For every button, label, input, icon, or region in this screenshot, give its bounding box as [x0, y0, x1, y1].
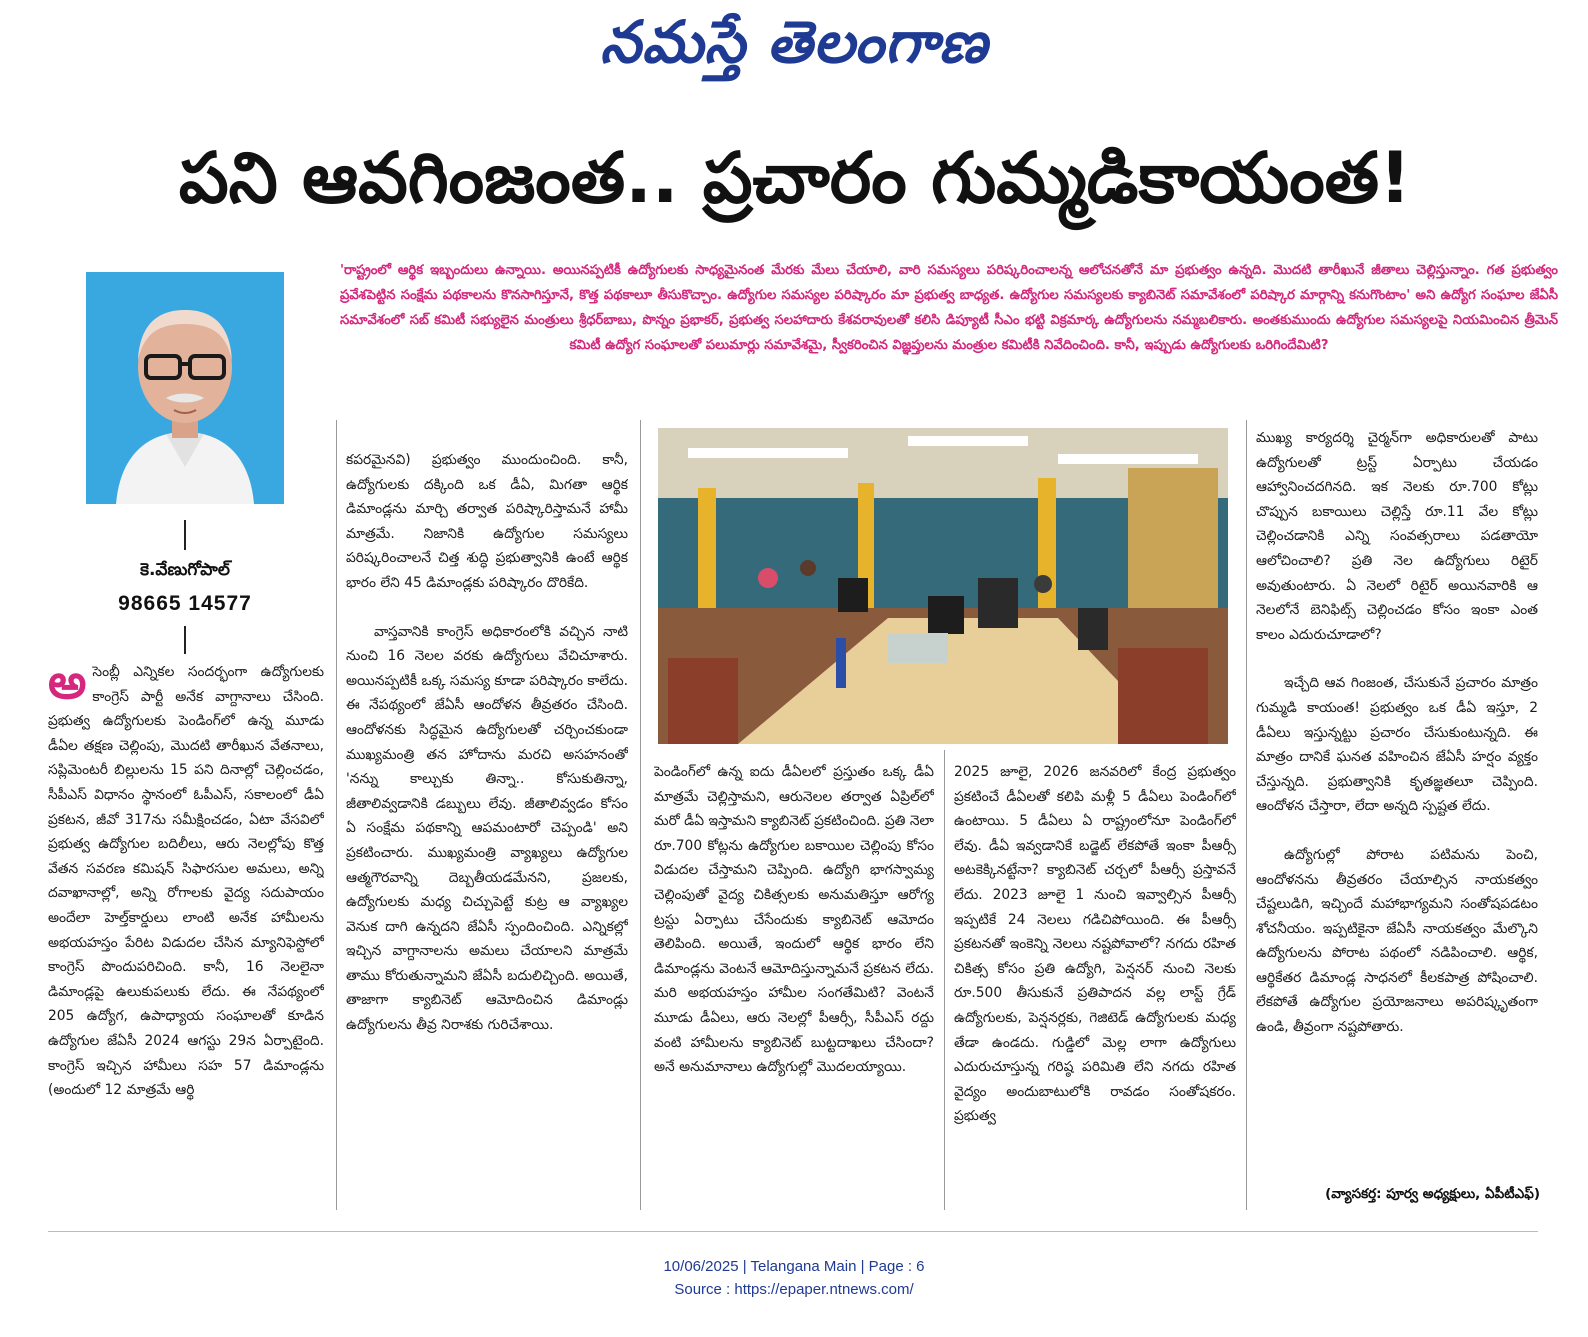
- author-designation: (వ్యాసకర్త: పూర్వ అధ్యక్షులు, ఏపీటీఎఫ్): [1325, 1186, 1540, 1202]
- masthead-title: నమస్తే తెలంగాణ: [600, 8, 988, 76]
- author-rule-bottom: [184, 626, 186, 654]
- masthead-logo: [0, 4, 1588, 80]
- footer-divider: [48, 1231, 1538, 1232]
- column-5-paragraph-2: ఇచ్చేది ఆవ గింజంత, చేసుకునే ప్రచారం మాత్రం గుమ్మడి కాయంత! ప్రభుత్వం ఒక డీఏ ఇస్తూ, 2 డీఏలు ఇస్తున్నట్టు ప్రచారం చేసుకుంటున్నది. ఈ మాత్రం దానికే ఘనత వహించిన జేఏసీ హర్షం వ్యక్తం చేస్తున్నది. ప్రభుత్వానికి కృతజ్ఞతలూ చెప్పింది. ఆందోళన చేస్తారా, లేదా అన్నది స్పష్టత లేదు.: [1256, 675, 1538, 815]
- office-photo: [658, 428, 1228, 744]
- footer-source: Source : https://epaper.ntnews.com/: [674, 1281, 914, 1298]
- author-portrait-image: [86, 272, 284, 504]
- column-2-paragraph-2: వాస్తవానికి కాంగ్రెస్ అధికారంలోకి వచ్చిన నాటి నుంచి 16 నెలల వరకు ఉద్యోగులు వేచిచూశారు. అయినప్పటికీ ఒక్క సమస్య కూడా పరిష్కారం కాలేదు. ఈ నేపథ్యంలో జేఏసీ ఆందోళన తీవ్రతరం చేసింది. ఆందోళనకు సిద్ధమైన ఉద్యోగులతో చర్చించకుండా ముఖ్యమంత్రి తన హోదాను మరచి అసహనంతో 'నన్ను కాల్చుకు తిన్నా.. కోసుకుతిన్నా, జీతాలివ్వడానికి డబ్బులు లేవు. జీతాలివ్వడం కోసం ఏ సంక్షేమ పథకాన్ని ఆపమంటారో చెప్పండి' అని ప్రకటించారు. ముఖ్యమంత్రి వ్యాఖ్యలు ఉద్యోగుల ఆత్మగౌరవాన్ని దెబ్బతీయడమేనని, ప్రజలకు, ఉద్యోగులకు మధ్య చిచ్చుపెట్టే కుట్ర ఆ వ్యాఖ్యల వెనుక దాగి ఉన్నదని జేఏసీ స్పందించింది. ఎన్నికల్లో ఇచ్చిన వాగ్దానాలను అమలు చేయాలని మాత్రమే తాము కోరుతున్నామని జేఏసీ బదులిచ్చింది. అయితే, తాజాగా క్యాబినెట్ ఆమోదించిన డిమాండ్లు ఉద్యోగులను తీవ్ర నిరాశకు గురిచేశాయి.: [346, 623, 628, 1034]
- column-1-paragraph: [48, 660, 324, 1103]
- column-3-paragraph: పెండింగ్‌లో ఉన్న ఐదు డీఏలలో ప్రస్తుతం ఒక్క డీఏ మాత్రమే చెల్లిస్తామని, ఆరునెలల తర్వాత ఏప్రిల్‌లో మరో డీఏ ఇస్తామని క్యాబినెట్ ప్రకటించింది. ప్రతి నెలా రూ.700 కోట్లను ఉద్యోగుల బకాయిల చెల్లింపు కోసం విడుదల చేస్తామని చెప్పింది. ఉద్యోగి భాగస్వామ్య చెల్లింపుతో వైద్య చికిత్సలకు అనుమతిస్తూ ఆరోగ్య ట్రస్టు ఏర్పాటు చేసేందుకు క్యాబినెట్ ఆమోదం తెలిపింది. అయితే, ఇందులో ఆర్థిక భారం లేని డిమాండ్లను వెంటనే ఆమోదిస్తున్నామనే ప్రకటన లేదు. మరి అభయహస్తం హామీల సంగతేమిటి? వెంటనే మూడు డీఏలు, ఆరు నెలల్లో పీఆర్సీ, సీపీఎస్ రద్దు వంటి హామీలను క్యాబినెట్ బుట్టదాఖలు చేసిందా? అనే అనుమానాలు ఉద్యోగుల్లో మొదలయ్యాయి.: [654, 764, 934, 1076]
- headline-text: పని ఆవగింజంత.. ప్రచారం గుమ్మడికాయంత!: [178, 137, 1412, 219]
- column-2: [346, 448, 628, 1214]
- column-4: [954, 760, 1236, 1214]
- column-1-text: సెంబ్లీ ఎన్నికల సందర్భంగా ఉద్యోగులకు కాంగ్రెస్ పార్టీ అనేక వాగ్దానాలు చేసింది. ప్రభుత్వ ఉద్యోగులకు పెండింగ్‌లో ఉన్న మూడు డీఏల తక్షణ చెల్లింపు, మొదటి తారీఖున వేతనాలు, సప్లిమెంటరీ బిల్లులను 15 పని దినాల్లో చెల్లించడం, సీపీఎస్ విధానం స్థానంలో ఓపీఎస్, సకాలంలో డీఏ ప్రకటన, జీవో 317ను సమీక్షించడం, ఏటా వేసవిలో ప్రభుత్వ ఉద్యోగుల బదిలీలు, ఆరు నెలల్లోపు కొత్త వేతన సవరణ కమిషన్ సిఫారసుల అమలు, అన్ని దవాఖానాల్లో, అన్ని రోగాలకు వైద్య సదుపాయం అందేలా హెల్త్‌కార్డులు లాంటి అనేక హామీలను అభయహస్తం పేరిట విడుదల చేసిన మ్యానిఫెస్టోలో కాంగ్రెస్ పొందుపరిచింది. కానీ, 16 నెలలైనా డిమాండ్లపై ఉలుకుపలుకు లేదు. ఈ నేపథ్యంలో 205 ఉద్యోగ, ఉపాధ్యాయ సంఘాలతో కూడిన ఉద్యోగుల జేఏసీ 2024 ఆగస్టు 29న ఏర్పాటైంది. కాంగ్రెస్ ఇచ్చిన హామీలు సహ 57 డిమాండ్లను (అందులో 12 మాత్రమే ఆర్థి: [48, 664, 324, 1099]
- column-divider: [944, 750, 945, 1210]
- footer-edition: 10/06/2025 | Telangana Main | Page : 6: [663, 1258, 925, 1275]
- column-5: [1256, 426, 1538, 1182]
- column-divider: [336, 420, 337, 1210]
- article-headline: [40, 118, 1550, 238]
- column-2-paragraph-1: కపరమైనవి) ప్రభుత్వం ముందుంచింది. కానీ, ఉద్యోగులకు దక్కింది ఒక డీఏ, మిగతా ఆర్థిక డిమాండ్లను మార్చి తర్వాత పరిష్కారిస్తామనే హామీ మాత్రమే. నిజానికి ఉద్యోగుల సమస్యలు పరిష్కరించాలనే చిత్త శుద్ధి ప్రభుత్వానికి ఉంటే ఆర్థిక భారం లేని 45 డిమాండ్లకు పరిష్కారం దొరికేది.: [346, 452, 628, 591]
- government-office-image: [658, 428, 1228, 744]
- author-name: కె.వేణుగోపాల్: [140, 560, 230, 580]
- article-intro: [340, 258, 1558, 408]
- author-photo: [86, 272, 284, 504]
- column-1: [48, 660, 324, 1216]
- column-divider: [640, 420, 641, 1210]
- column-5-paragraph-3: ఉద్యోగుల్లో పోరాట పటిమను పెంచి, ఆందోళనను తీవ్రతరం చేయాల్సిన నాయకత్వం చేష్టలుడిగి, ఇచ్చిందే మహాభాగ్యమని సంతోషపడటం శోచనీయం. ఇప్పటికైనా జేఏసీ నాయకత్వం మేల్కొని ఉద్యోగులను పోరాట పథంలో నడిపించాలి. ఆర్థిక, ఆర్థికేతర డిమాండ్ల సాధనలో కీలకపాత్ర పోషించాలి. లేకపోతే ఉద్యోగుల ప్రయోజనాలు అపరిష్కృతంగా ఉండి, తీవ్రంగా నష్టపోతారు.: [1256, 846, 1538, 1036]
- author-phone: 98665 14577: [118, 592, 252, 615]
- column-3: [654, 760, 934, 1214]
- column-5-paragraph-1: ముఖ్య కార్యదర్శి చైర్మన్‌గా అధికారులతో పాటు ఉద్యోగులతో ట్రస్ట్ ఏర్పాటు చేయడం ఆహ్వానించదగినది. ఇక నెలకు రూ.700 కోట్లు చొప్పున బకాయిలు చెల్లిస్తే రూ.11 వేల కోట్లు చెల్లించడానికి ఎన్ని సంవత్సరాలు పడతాయో ఆలోచించాలి? ప్రతి నెల ఉద్యోగులు రిటైర్ అవుతుంటారు. ఏ నెలలో రిటైర్ అయినవారికి ఆ నెలలోనే బెనిఫిట్స్ చెల్లించడం కోసం ఇంకా ఎంత కాలం ఎదురుచూడాలో?: [1256, 430, 1538, 643]
- drop-cap: అ: [48, 660, 87, 710]
- intro-text: 'రాష్ట్రంలో ఆర్థిక ఇబ్బందులు ఉన్నాయి. అయినప్పటికీ ఉద్యోగులకు సాధ్యమైనంత మేరకు మేలు చేయాలి, వారి సమస్యలు పరిష్కరించాలన్న ఆలోచనతోనే మా ప్రభుత్వం ఉన్నది. మొదటి తారీఖునే జీతాలు చెల్లిస్తున్నాం. గత ప్రభుత్వం ప్రవేశపెట్టిన సంక్షేమ పథకాలను కొనసాగిస్తూనే, కొత్త పథకాలూ తీసుకొచ్చాం. ఉద్యోగుల సమస్యల పరిష్కారం మా ప్రభుత్వ బాధ్యత. ఉద్యోగుల సమస్యలకు క్యాబినెట్ సమావేశంలో పరిష్కార మార్గాన్ని కనుగొంటాం' అని ఉద్యోగ సంఘాల జేఏసీ సమావేశంలో సబ్ కమిటీ సభ్యులైన మంత్రులు శ్రీధర్‌బాబు, పొన్నం ప్రభాకర్, ప్రభుత్వ సలహాదారు కేశవరావులతో కలిసి డిప్యూటీ సీఎం భట్టి విక్రమార్క ఉద్యోగులను నమ్మబలికారు. అంతకుముందు ఉద్యోగుల సమస్యలపై నియమించిన త్రీమెన్ కమిటీ ఉద్యోగ సంఘాలతో పలుమార్లు సమావేశమై, స్వీకరించిన విజ్ఞప్తులను మంత్రుల కమిటీకి నివేదించింది. కానీ, ఇప్పుడు ఉద్యోగులకు ఒరిగిందేమిటి?: [340, 263, 1558, 353]
- column-4-paragraph: 2025 జూలై, 2026 జనవరిలో కేంద్ర ప్రభుత్వం ప్రకటించే డీఏలతో కలిపి మళ్లీ 5 డీఏలు పెండింగ్‌లో ఉంటాయి. 5 డీఏలు ఏ రాష్ట్రంలోనూ పెండింగ్‌లో లేవు. డీఏ ఇవ్వడానికే బడ్జెట్ లేకపోతే ఇంకా పీఆర్సీ అటకెక్కినట్టేనా? క్యాబినెట్ చర్చలో పీఆర్సీ ప్రస్తావనే లేదు. 2023 జూలై 1 నుంచి ఇవ్వాల్సిన పీఆర్సీ ఇప్పటికే 24 నెలలు గడిచిపోయింది. ఈ పీఆర్సీ ప్రకటనతో ఇంకెన్ని నెలలు నష్టపోవాలో? నగదు రహిత చికిత్స కోసం ప్రతి ఉద్యోగి, పెన్షనర్ నుంచి నెలకు రూ.500 తీసుకునే ప్రతిపాదన వల్ల లాస్ట్ గ్రేడ్ ఉద్యోగులకు, పెన్షనర్లకు, గెజిటెడ్ ఉద్యోగులకు మధ్య తేడా ఉండదు. గుడ్డిలో మెల్ల లాగా ఉద్యోగులు ఎదురుచూస్తున్న గరిష్ఠ పరిమితి లేని నగదు రహిత వైద్యం అందుబాటులోకి రావడం సంతోషకరం. ప్రభుత్వ: [954, 764, 1236, 1125]
- column-divider: [1246, 420, 1247, 1210]
- author-rule-top: [184, 520, 186, 550]
